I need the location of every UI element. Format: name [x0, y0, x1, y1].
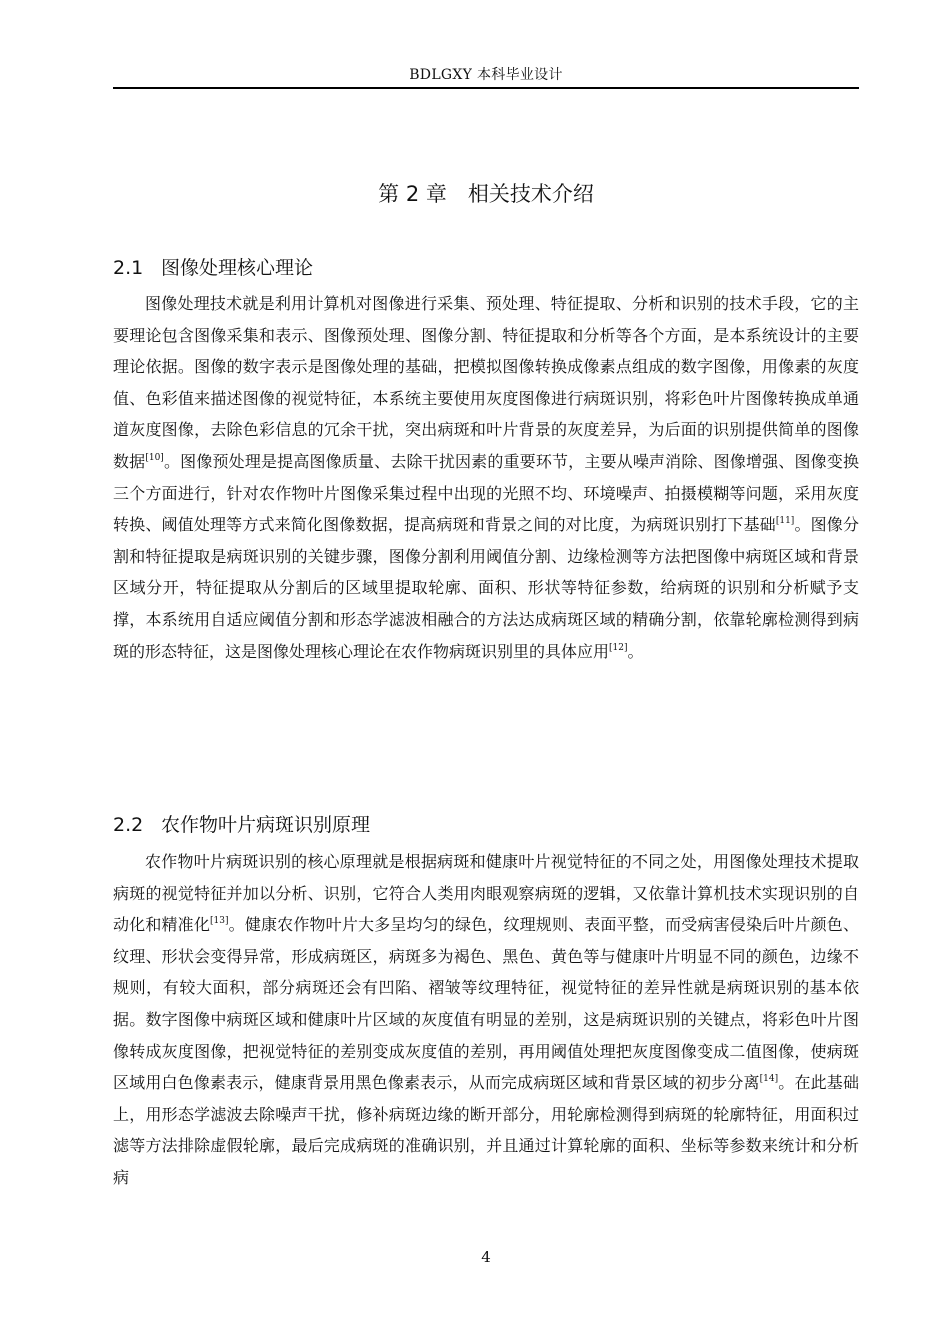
page-number: 4 — [481, 1248, 491, 1266]
citation-ref: [11] — [775, 516, 795, 527]
chapter-title: 第 2 章 相关技术介绍 — [378, 182, 594, 206]
citation-ref: [13] — [210, 916, 229, 927]
text-run: 。图像预处理是提高图像质量、去除干扰因素的重要环节，主要从噪声消除、图像增强、图像变换三个方面进行，针对农作物叶片图像采集过程中出现的光照不均、环境噪声、拍摄模糊等问题，采用灰度转换、阈值处理等方式来简化图像数据，提高病斑和背景之间的对比度，为病斑识别打下基础 — [113, 451, 859, 535]
section-2-1-paragraph — [113, 288, 859, 667]
section-number: 2.1 — [113, 257, 144, 279]
citation-ref: [14] — [759, 1074, 779, 1085]
text-run: 。 — [627, 641, 644, 661]
section-title: 图像处理核心理论 — [161, 257, 314, 279]
text-run: 。健康农作物叶片大多呈均匀的绿色，纹理规则、表面平整，而受病害侵染后叶片颜色、纹理、形状会变得异常，形成病斑区，病斑多为褐色、黑色、黄色等与健康叶片明显不同的颜色，边缘不规则，有较大面积，部分病斑还会有凹陷、褶皱等纹理特征，视觉特征的差异性就是病斑识别的基本依据。数字图像中病斑区域和健康叶片区域的灰度值有明显的差别，这是病斑识别的关键点，将彩色叶片图像转成灰度图像，把视觉特征的差别变成灰度值的差别，再用阈值处理把灰度图像变成二值图像，使病斑区域用白色像素表示，健康背景用黑色像素表示，从而完成病斑区域和背景区域的初步分离 — [113, 915, 859, 1093]
header-rule — [113, 87, 859, 89]
running-header: BDLGXY 本科毕业设计 — [409, 67, 563, 83]
section-heading-2-2 — [113, 810, 859, 837]
section-2-2-paragraph — [113, 846, 859, 1194]
section-heading-2-1 — [113, 253, 859, 280]
text-run: 。图像分割和特征提取是病斑识别的关键步骤，图像分割利用阈值分割、边缘检测等方法把图像中病斑区域和背景区域分开，特征提取从分割后的区域里提取轮廓、面积、形状等特征参数，给病斑的识别和分析赋予支撑，本系统用自适应阈值分割和形态学滤波相融合的方法达成病斑区域的精确分割，依靠轮廓检测得到病斑的形态特征，这是图像处理核心理论在农作物病斑识别里的具体应用 — [113, 515, 859, 661]
citation-ref: [12] — [609, 642, 628, 653]
section-number: 2.2 — [113, 814, 144, 836]
text-run: 图像处理技术就是利用计算机对图像进行采集、预处理、特征提取、分析和识别的技术手段，它的主要理论包含图像采集和表示、图像预处理、图像分割、特征提取和分析等各个方面，是本系统设计的主要理论依据。图像的数字表示是图像处理的基础，把模拟图像转换成像素点组成的数字图像，用像素的灰度值、色彩值来描述图像的视觉特征，本系统主要使用灰度图像进行病斑识别，将彩色叶片图像转换成单通道灰度图像，去除色彩信息的冗余干扰，突出病斑和叶片背景的灰度差异，为后面的识别提供简单的图像数据 — [113, 294, 859, 471]
text-run: 农作物叶片病斑识别的核心原理就是根据病斑和健康叶片视觉特征的不同之处，用图像处理技术提取病斑的视觉特征并加以分析、识别，它符合人类用肉眼观察病斑的逻辑，又依靠计算机技术实现识别的自动化和精准化 — [113, 852, 859, 935]
citation-ref: [10] — [145, 452, 164, 463]
section-title: 农作物叶片病斑识别原理 — [161, 814, 371, 836]
text-run: 。在此基础上，用形态学滤波去除噪声干扰，修补病斑边缘的断开部分，用轮廓检测得到病斑的轮廓特征，用面积过滤等方法排除虚假轮廓，最后完成病斑的准确识别，并且通过计算轮廓的面积、坐标等参数来统计和分析病 — [113, 1073, 859, 1187]
